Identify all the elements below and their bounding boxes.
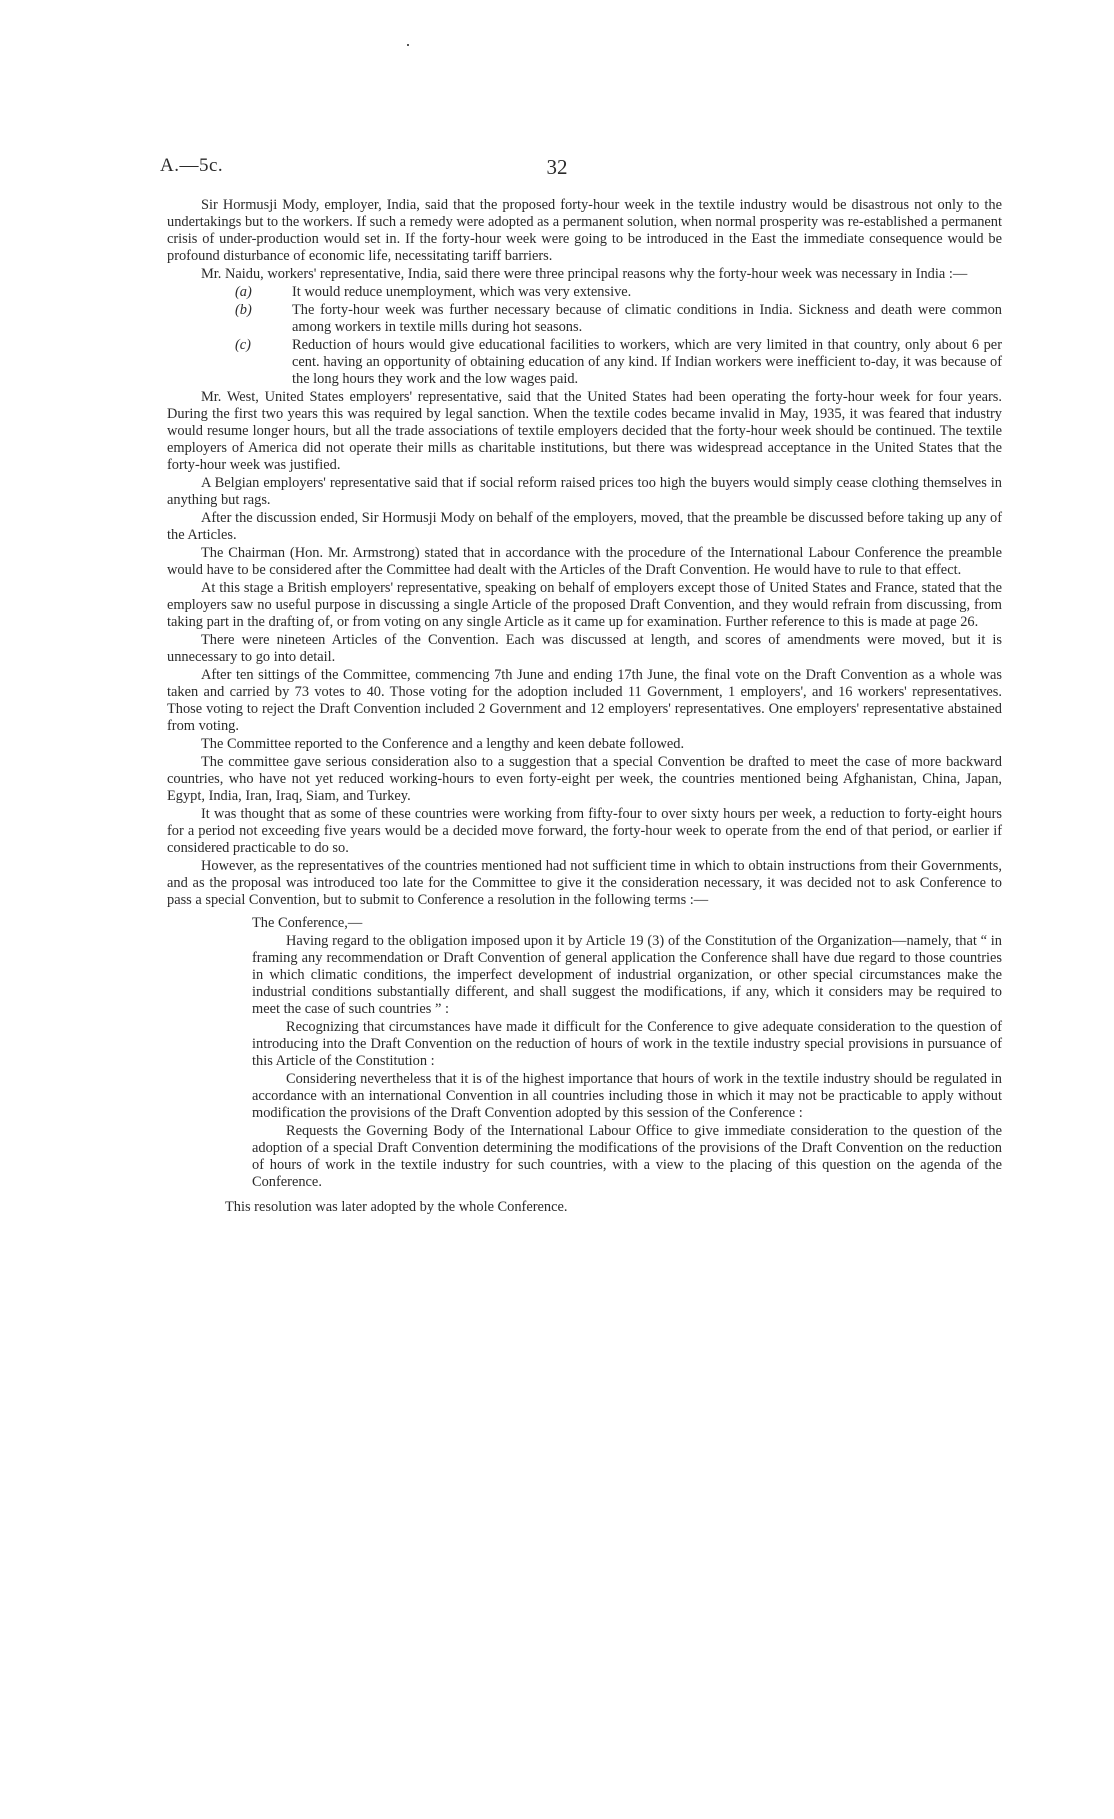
paragraph-mody: Sir Hormusji Mody, employer, India, said that the proposed forty-hour week in the textile industry would be disastrous not only to the undertakings but to the workers. If such a remedy were adopted as a permanent solution, when normal prosperity was re-established a permanent crisis of under-production would set in. If the forty-hour week were going to be introduced in the East the immediate consequence would be profound disturbance of economic life, necessitating tariff barriers.	[167, 197, 1002, 264]
resolution-clause: Recognizing that circumstances have made it difficult for the Conference to give adequate consideration to the question of introducing into the Draft Convention on the reduction of hours of work in the textile industry special provisions in pursuance of this Article of the Constitution :	[252, 1019, 1002, 1069]
scan-speck	[407, 44, 409, 46]
page-number: 32	[546, 155, 568, 179]
list-item	[167, 284, 1002, 301]
list-marker: (b)	[235, 302, 252, 318]
paragraph-special-convention: The committee gave serious consideration also to a suggestion that a special Convention be drafted to meet the case of more backward countries, who have not yet reduced working-hours to even forty-eight per week, the countries mentioned being Afghanistan, China, Japan, Egypt, India, Iran, Iraq, Siam, and Turkey.	[167, 754, 1002, 804]
list-marker: (a)	[235, 284, 252, 300]
paragraph-chairman: The Chairman (Hon. Mr. Armstrong) stated that in accordance with the procedure of the International Labour Conference the preamble would have to be considered after the Committee had dealt with the Articles of the Draft Convention. He would have to rule to that effect.	[167, 545, 1002, 578]
list-item-text: The forty-hour week was further necessary because of climatic conditions in India. Sickness and death were common among workers in textile mills during hot seasons.	[292, 302, 1002, 335]
resolution-block	[167, 915, 1002, 1191]
page-code: A.—5c.	[160, 155, 224, 176]
paragraph-vote: After ten sittings of the Committee, commencing 7th June and ending 17th June, the final vote on the Draft Convention as a whole was taken and carried by 73 votes to 40. Those voting for the adoption included 11 Government, 1 employers', and 16 workers' representatives. Those voting to reject the Draft Convention included 2 Government and 12 employers' representatives. One employers' representative abstained from voting.	[167, 667, 1002, 734]
paragraph-belgian: A Belgian employers' representative said that if social reform raised prices too high the buyers would simply cease clothing themselves in anything but rags.	[167, 475, 1002, 508]
resolution-clause: Requests the Governing Body of the International Labour Office to give immediate consideration to the question of the adoption of a special Draft Convention determining the modifications of the provisions of the Draft Convention on the reduction of hours of work in the textile industry for such countries, with a view to the placing of this question on the agenda of the Conference.	[252, 1123, 1002, 1190]
paragraph-british: At this stage a British employers' representative, speaking on behalf of employers except those of United States and France, stated that the employers saw no useful purpose in discussing a single Article of the proposed Draft Convention, and they would refrain from discussing, from taking part in the drafting of, or from voting on any single Article as it came up for examination. Further reference to this is made at page 26.	[167, 580, 1002, 630]
paragraph-reduction: It was thought that as some of these countries were working from fifty-four to over sixty hours per week, a reduction to forty-eight hours for a period not exceeding five years would be a decided move forward, the forty-hour week to operate from the end of that period, or earlier if considered practicable to do so.	[167, 806, 1002, 856]
list-item-text: It would reduce unemployment, which was very extensive.	[292, 284, 632, 300]
body-text	[167, 197, 1002, 1217]
reasons-list	[167, 284, 1002, 388]
paragraph-naidu: Mr. Naidu, workers' representative, India, said there were three principal reasons why the forty-hour week was necessary in India :—	[201, 266, 968, 282]
list-item	[167, 302, 1002, 336]
paragraph-west: Mr. West, United States employers' representative, said that the United States had been operating the forty-hour week for four years. During the first two years this was required by legal sanction. When the textile codes became invalid in May, 1935, it was feared that industry would resume longer hours, but all the trade associations of textile employers decided that the forty-hour week should be continued. The textile employers of America did not operate their mills as charitable institutions, but there was widespread acceptance in the United States that the forty-hour week was justified.	[167, 389, 1002, 473]
paragraph-resolution-intro: However, as the representatives of the countries mentioned had not sufficient time in which to obtain instructions from their Governments, and as the proposal was introduced too late for the Committee to give it the consideration necessary, it was decided not to ask Conference to pass a special Convention, but to submit to Conference a resolution in the following terms :—	[167, 858, 1002, 908]
paragraph-preamble-motion: After the discussion ended, Sir Hormusji Mody on behalf of the employers, moved, that the preamble be discussed before taking up any of the Articles.	[167, 510, 1002, 543]
list-marker: (c)	[235, 337, 251, 353]
resolution-clause: Considering nevertheless that it is of the highest importance that hours of work in the textile industry should be regulated in accordance with an international Convention in all countries including those in which it may not be practicable to apply without modification the provisions of the Draft Convention adopted by this session of the Conference :	[252, 1071, 1002, 1121]
paragraph-articles: There were nineteen Articles of the Convention. Each was discussed at length, and scores of amendments were moved, but it is unnecessary to go into detail.	[167, 632, 1002, 665]
list-item-text: Reduction of hours would give educational facilities to workers, which are very limited in that country, only about 6 per cent. having an opportunity of obtaining education of any kind. If Indian workers were inefficient to-day, it was because of the long hours they work and the low wages paid.	[292, 337, 1002, 387]
list-item	[167, 337, 1002, 388]
closing-line: This resolution was later adopted by the whole Conference.	[225, 1199, 568, 1215]
page-header	[160, 155, 954, 185]
paragraph-report: The Committee reported to the Conference and a lengthy and keen debate followed.	[201, 736, 685, 752]
resolution-clause: Having regard to the obligation imposed upon it by Article 19 (3) of the Constitution of the Organization—namely, that “ in framing any recommendation or Draft Convention of general application the Conference shall have due regard to those countries in which climatic conditions, the imperfect development of industrial organization, or other special circumstances make the industrial conditions substantially different, and shall suggest the modifications, if any, which it considers may be required to meet the case of such countries ” :	[252, 933, 1002, 1017]
resolution-heading: The Conference,—	[252, 915, 363, 931]
